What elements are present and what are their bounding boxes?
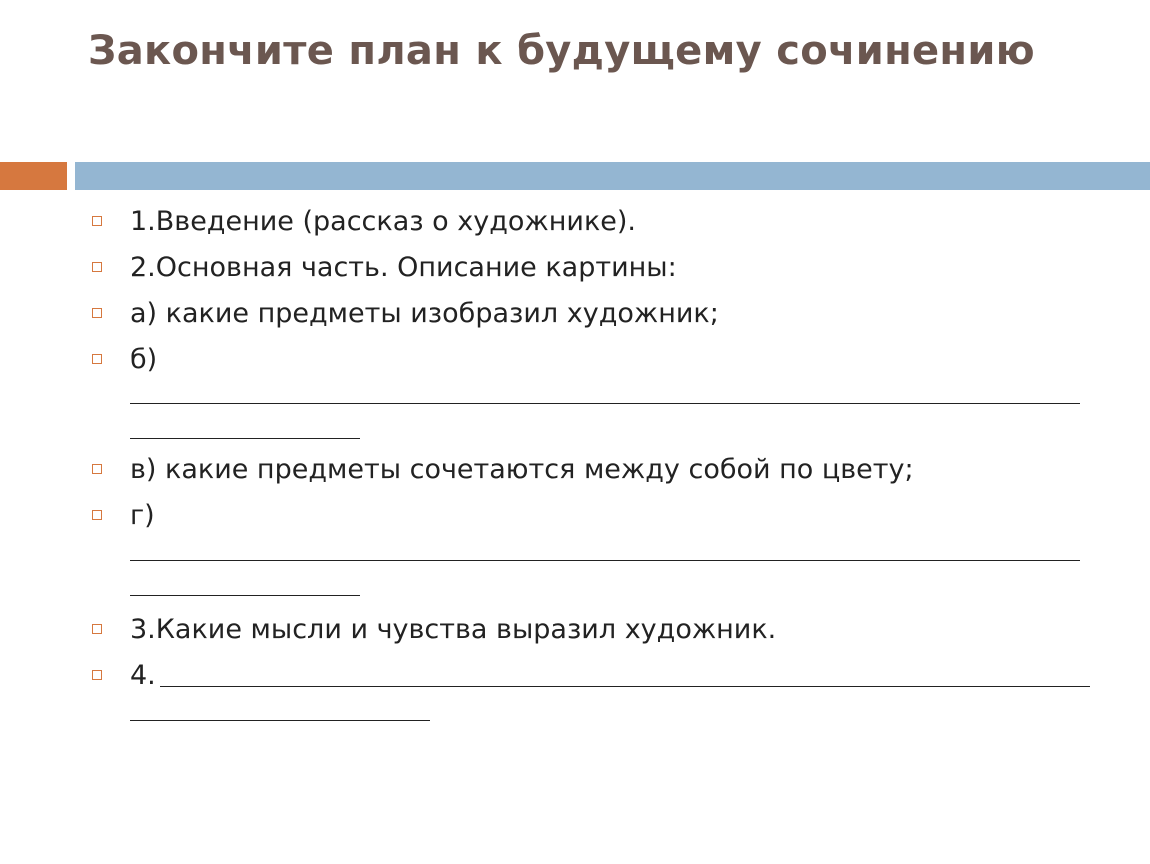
hollow-square-icon <box>92 308 102 318</box>
hollow-square-icon <box>92 216 102 226</box>
header-divider-bar <box>75 162 1150 190</box>
answer-blank-line <box>130 595 360 596</box>
accent-bar <box>0 162 67 190</box>
hollow-square-icon <box>92 670 102 680</box>
hollow-square-icon <box>92 464 102 474</box>
answer-blank-line <box>130 403 1080 404</box>
answer-blank-line <box>130 560 1080 561</box>
answer-blank-line <box>160 686 1090 687</box>
list-item-text: а) какие предметы изобразил художник; <box>130 298 719 329</box>
list-item-text: в) какие предметы сочетаются между собой по цвету; <box>130 454 914 485</box>
slide-title: Закончите план к будущему сочинению <box>88 28 1035 74</box>
hollow-square-icon <box>92 354 102 364</box>
list-item-text: 4. <box>130 660 156 691</box>
list-item-text: 2.Основная часть. Описание картины: <box>130 252 677 283</box>
list-item-text: б) <box>130 344 158 375</box>
hollow-square-icon <box>92 510 102 520</box>
answer-blank-line <box>130 438 360 439</box>
list-item-text: 3.Какие мысли и чувства выразил художник. <box>130 614 777 645</box>
list-item-text: г) <box>130 500 155 531</box>
hollow-square-icon <box>92 624 102 634</box>
answer-blank-line <box>130 720 430 721</box>
list-item-text: 1.Введение (рассказ о художнике). <box>130 206 636 237</box>
hollow-square-icon <box>92 262 102 272</box>
